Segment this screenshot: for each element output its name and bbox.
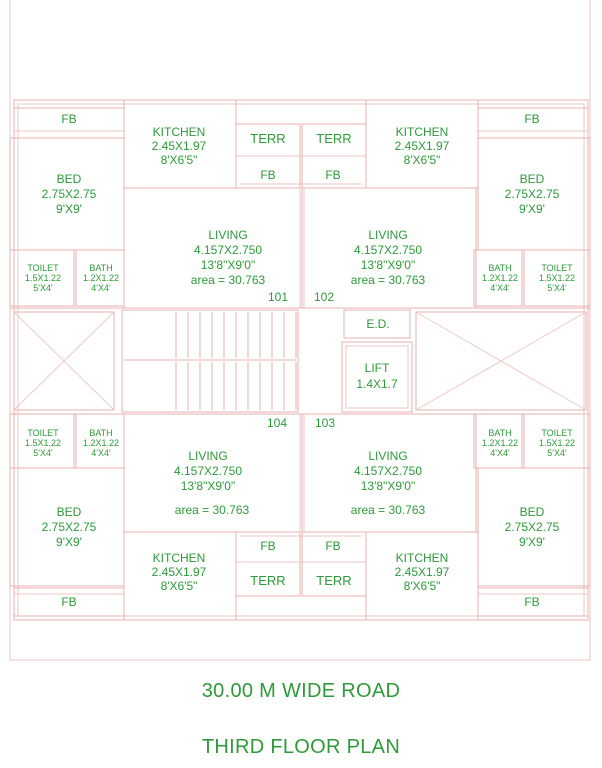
room-label-line: 5'X4' — [33, 283, 53, 293]
room-label-line: 13'8"X9'0" — [180, 479, 236, 493]
room-flat-102 — [314, 290, 334, 304]
room-label-line: BED — [519, 172, 545, 186]
room-label-line: FB — [61, 595, 77, 609]
room-label-line: FB — [260, 539, 276, 553]
room-label-line: 2.75X2.75 — [504, 520, 560, 534]
room-label-line: 1.2X1.22 — [481, 273, 519, 283]
room-label-line: area = 30.763 — [174, 503, 250, 517]
room-label-line: 2.75X2.75 — [41, 520, 97, 534]
room-toilet-tr — [539, 263, 575, 293]
room-bath-tl — [83, 263, 119, 293]
room-label-line: BATH — [89, 263, 113, 273]
room-fb-bl — [61, 595, 76, 609]
room-lift — [356, 361, 398, 391]
room-label-line: 1.2X1.22 — [82, 273, 120, 283]
room-living-tr — [351, 228, 426, 287]
room-living-br — [351, 449, 426, 517]
room-bed-tr — [505, 172, 560, 216]
room-label-line: 9'X9' — [56, 202, 82, 216]
room-flat-101 — [268, 290, 288, 304]
room-label-line: 5'X4' — [33, 448, 53, 458]
room-label-line: 4.157X2.750 — [193, 243, 263, 257]
room-label-line: 102 — [313, 290, 335, 304]
road-label: 30.00 M WIDE ROAD — [201, 680, 401, 702]
room-terr-tr — [316, 131, 351, 146]
room-label-line: LIVING — [368, 449, 408, 463]
room-label-line: 8'X6'5" — [403, 153, 441, 167]
room-label-line: 9'X9' — [56, 535, 82, 549]
room-label-line: 8'X6'5" — [403, 579, 441, 593]
room-label-line: 1.4X1.7 — [356, 377, 398, 391]
room-label-line: TOILET — [27, 263, 59, 273]
room-label-line: 9'X9' — [519, 535, 545, 549]
room-fb-br — [524, 595, 539, 609]
room-label-line: 5'X4' — [547, 283, 567, 293]
room-label-line: 2.75X2.75 — [41, 187, 97, 201]
room-ed — [366, 317, 389, 331]
room-label-line: TERR — [250, 131, 286, 146]
room-label-line: 2.45X1.97 — [151, 139, 207, 153]
room-label-line: BED — [56, 505, 82, 519]
room-label-line: FB — [524, 595, 540, 609]
room-fb-tr — [524, 112, 539, 126]
room-label-line: LIVING — [188, 449, 228, 463]
room-label-line: TOILET — [541, 428, 573, 438]
room-label-line: 4'X4' — [91, 448, 111, 458]
room-label-line: 13'8"X9'0" — [360, 479, 416, 493]
room-bed-bl — [42, 505, 97, 549]
room-label-line: TOILET — [541, 263, 573, 273]
room-label-line: KITCHEN — [395, 551, 449, 565]
room-label-line: BED — [519, 505, 545, 519]
room-toilet-bl — [25, 428, 61, 458]
room-label-line: 4.157X2.750 — [353, 243, 423, 257]
room-label-line: TERR — [316, 573, 352, 588]
room-label-line: 1.5X1.22 — [24, 438, 62, 448]
room-label-line: BED — [56, 172, 82, 186]
room-label-line: 2.75X2.75 — [504, 187, 560, 201]
room-label-line: 1.5X1.22 — [24, 273, 62, 283]
room-bed-tl — [42, 172, 97, 216]
room-label-line: LIFT — [364, 361, 390, 375]
room-terr-tl — [250, 131, 285, 146]
room-label-line: 4.157X2.750 — [353, 464, 423, 478]
room-fb-tl — [61, 112, 76, 126]
room-label-line: 4'X4' — [490, 283, 510, 293]
room-label-line: area = 30.763 — [190, 273, 266, 287]
room-bath-tr — [482, 263, 518, 293]
room-label-line: FB — [260, 168, 276, 182]
room-toilet-br — [539, 428, 575, 458]
room-label-line: 4'X4' — [490, 448, 510, 458]
room-label-line: 13'8"X9'0" — [360, 258, 416, 272]
room-label-line: 8'X6'5" — [160, 153, 198, 167]
room-label-line: LIVING — [208, 228, 248, 242]
room-label-line: KITCHEN — [395, 125, 449, 139]
room-label-line: 1.5X1.22 — [538, 273, 576, 283]
room-label-line: FB — [325, 539, 341, 553]
room-label-line: E.D. — [366, 317, 390, 331]
room-label-line: 1.5X1.22 — [538, 438, 576, 448]
room-fb-bmr — [325, 539, 340, 553]
room-label-line: 8'X6'5" — [160, 579, 198, 593]
room-label-line: FB — [61, 112, 77, 126]
room-label-line: LIVING — [368, 228, 408, 242]
plan-title: THIRD FLOOR PLAN — [201, 736, 401, 758]
room-label-line: 103 — [314, 416, 336, 430]
room-terr-br — [316, 573, 351, 588]
room-living-tl — [191, 228, 266, 287]
room-kitchen-tl — [152, 125, 207, 167]
room-flat-104 — [267, 416, 287, 430]
room-label-line: 9'X9' — [519, 202, 545, 216]
room-label-line: 2.45X1.97 — [394, 139, 450, 153]
room-toilet-tl — [25, 263, 61, 293]
room-terr-bl — [250, 573, 285, 588]
room-bed-br — [505, 505, 560, 549]
room-label-line: BATH — [488, 428, 512, 438]
room-label-line: 101 — [267, 290, 289, 304]
room-bath-bl — [83, 428, 119, 458]
room-label-line: area = 30.763 — [350, 273, 426, 287]
room-label-line: 2.45X1.97 — [394, 565, 450, 579]
room-kitchen-bl — [152, 551, 207, 593]
room-label-line: 4.157X2.750 — [173, 464, 243, 478]
room-living-bl — [174, 449, 250, 517]
room-fb-tml — [260, 168, 275, 182]
room-fb-tmr — [325, 168, 340, 182]
room-label-line: FB — [325, 168, 341, 182]
room-fb-bml — [260, 539, 275, 553]
room-flat-103 — [315, 416, 335, 430]
room-label-line: 4'X4' — [91, 283, 111, 293]
room-label-line: 1.2X1.22 — [481, 438, 519, 448]
room-label-line: KITCHEN — [152, 125, 206, 139]
room-label-line: area = 30.763 — [350, 503, 426, 517]
room-label-line: 5'X4' — [547, 448, 567, 458]
room-bath-br — [482, 428, 518, 458]
room-label-line: TERR — [316, 131, 352, 146]
room-label-line: TOILET — [27, 428, 59, 438]
room-label-line: BATH — [488, 263, 512, 273]
room-label-line: 13'8"X9'0" — [200, 258, 256, 272]
room-label-line: 104 — [266, 416, 288, 430]
room-label-line: TERR — [250, 573, 286, 588]
room-label-line: 1.2X1.22 — [82, 438, 120, 448]
room-kitchen-tr — [395, 125, 450, 167]
room-label-line: FB — [524, 112, 540, 126]
room-label-line: KITCHEN — [152, 551, 206, 565]
room-label-line: 2.45X1.97 — [151, 565, 207, 579]
room-label-line: BATH — [89, 428, 113, 438]
room-kitchen-br — [395, 551, 450, 593]
